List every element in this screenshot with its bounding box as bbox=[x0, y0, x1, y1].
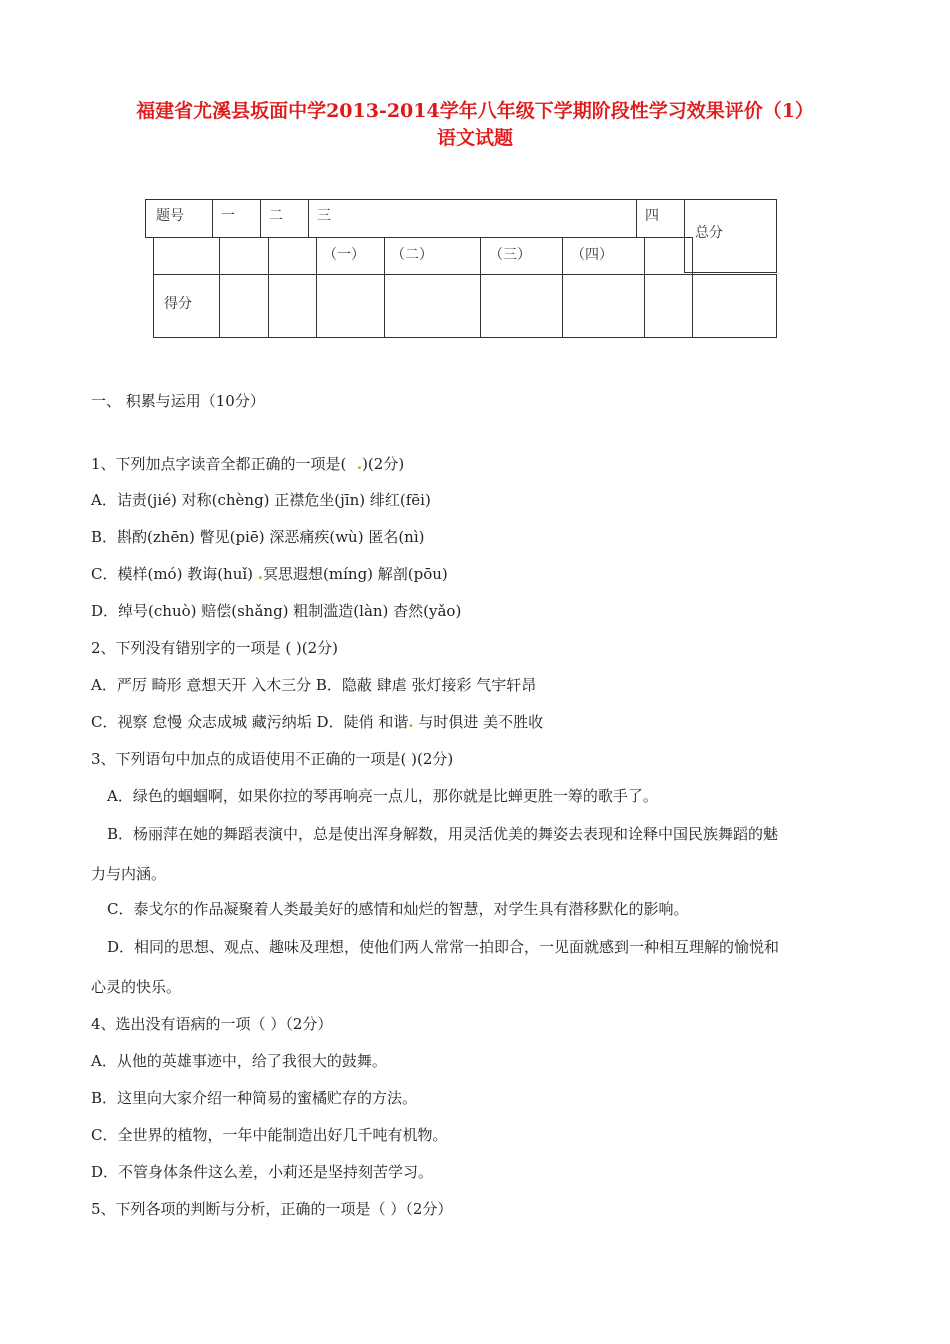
sub-header-3: （三） bbox=[489, 247, 531, 263]
exam-title: 福建省尤溪县坂面中学2013-2014学年八年级下学期阶段性学习效果评价（1） bbox=[136, 100, 814, 122]
q1-option-c bbox=[91, 564, 448, 584]
q1-c-a: C．模样(mó) 教诲(huǐ) bbox=[91, 565, 258, 583]
sub-cell-3b bbox=[384, 237, 481, 275]
sub-cell-4 bbox=[644, 237, 693, 275]
emphasis-dot: . bbox=[346, 455, 363, 473]
q2-cd-b: 与时俱进 美不胜收 bbox=[413, 713, 544, 731]
header-cell-4 bbox=[636, 199, 685, 238]
q2-cd-a: C．视察 怠慢 众志成城 藏污纳垢 D．陡俏 和谐 bbox=[91, 713, 409, 731]
exam-subtitle: 语文试题 bbox=[436, 127, 513, 149]
score-input-3b[interactable] bbox=[384, 274, 481, 338]
q4-option-a: A．从他的英雄事迹中，给了我很大的鼓舞。 bbox=[91, 1052, 387, 1070]
q4-option-c: C．全世界的植物，一年中能制造出好几千吨有机物。 bbox=[91, 1126, 448, 1144]
sub-cell-3c bbox=[480, 237, 563, 275]
q1-option-b: B．斟酌(zhēn) 瞥见(piē) 深恶痛疾(wù) 匿名(nì) bbox=[91, 528, 425, 546]
total-header: 总分 bbox=[695, 225, 723, 241]
q3-option-d-line1: D．相同的思想、观点、趣味及理想，使他们两人常常一拍即合，一见面就感到一种相互理解的愉悦和 bbox=[107, 938, 780, 956]
question-1-stem bbox=[91, 454, 404, 474]
score-label: 得分 bbox=[164, 296, 192, 312]
q1-c-b: 冥思遐想(míng) 解剖(pōu) bbox=[263, 565, 448, 583]
header-1: 一 bbox=[221, 208, 235, 224]
score-input-total[interactable] bbox=[692, 274, 777, 338]
q3-option-b-line2: 力与内涵。 bbox=[91, 865, 167, 883]
q2-options-ab: A．严厉 畸形 意想天开 入木三分 B．隐蔽 肆虐 张灯接彩 气宇轩昂 bbox=[91, 676, 537, 694]
q3-option-b-line1: B．杨丽萍在她的舞蹈表演中，总是使出浑身解数，用灵活优美的舞姿去表现和诠释中国民族舞蹈的魅 bbox=[107, 825, 779, 843]
header-label: 题号 bbox=[156, 208, 184, 224]
header-cell-3 bbox=[308, 199, 637, 238]
q1-option-a: A．诘责(jié) 对称(chèng) 正襟危坐(jīn) 绯红(fēi) bbox=[91, 491, 431, 509]
header-label-cell bbox=[145, 199, 213, 238]
header-cell-2 bbox=[260, 199, 309, 238]
q1-stem-b: )(2分) bbox=[362, 455, 405, 473]
sub-cell-1 bbox=[219, 237, 269, 275]
sub-cell-label bbox=[153, 237, 220, 275]
header-cell-1 bbox=[212, 199, 261, 238]
score-input-3c[interactable] bbox=[480, 274, 563, 338]
sub-header-4: （四） bbox=[571, 247, 613, 263]
sub-cell-3a bbox=[316, 237, 385, 275]
q3-option-d-line2: 心灵的快乐。 bbox=[91, 978, 182, 996]
score-label-cell bbox=[153, 274, 220, 338]
question-5-stem: 5、下列各项的判断与分析，正确的一项是（ ）（2分） bbox=[91, 1200, 453, 1218]
score-input-3d[interactable] bbox=[562, 274, 645, 338]
score-input-2[interactable] bbox=[268, 274, 317, 338]
emphasis-dot: . bbox=[257, 565, 264, 583]
section-heading: 一、 积累与运用（10分） bbox=[91, 392, 265, 410]
header-2: 二 bbox=[269, 208, 283, 224]
header-4: 四 bbox=[645, 208, 659, 224]
sub-header-2: （二） bbox=[391, 247, 433, 263]
sub-cell-2 bbox=[268, 237, 317, 275]
score-input-3a[interactable] bbox=[316, 274, 385, 338]
question-4-stem: 4、选出没有语病的一项（ ）（2分） bbox=[91, 1015, 333, 1033]
sub-cell-3d bbox=[562, 237, 645, 275]
question-3-stem: 3、下列语句中加点的成语使用不正确的一项是( )(2分) bbox=[91, 750, 454, 768]
question-2-stem: 2、下列没有错别字的一项是 ( )(2分) bbox=[91, 639, 339, 657]
q2-options-cd bbox=[91, 712, 543, 732]
q3-option-a: A．绿色的蝈蝈啊，如果你拉的琴再响亮一点儿，那你就是比蝉更胜一筹的歌手了。 bbox=[107, 787, 658, 805]
q1-stem-a: 1、下列加点字读音全都正确的一项是( bbox=[91, 455, 347, 473]
sub-header-1: （一） bbox=[323, 247, 365, 263]
q4-option-b: B．这里向大家介绍一种简易的蜜橘贮存的方法。 bbox=[91, 1089, 418, 1107]
total-header-cell bbox=[684, 199, 777, 273]
emphasis-dot: . bbox=[408, 713, 414, 731]
q1-option-d: D．绰号(chuò) 赔偿(shǎng) 粗制滥造(làn) 杳然(yǎo) bbox=[91, 602, 462, 620]
q3-option-c: C．泰戈尔的作品凝聚着人类最美好的感情和灿烂的智慧，对学生具有潜移默化的影响。 bbox=[107, 900, 689, 918]
header-3: 三 bbox=[317, 208, 331, 224]
q4-option-d: D．不管身体条件这么差，小莉还是坚持刻苦学习。 bbox=[91, 1163, 434, 1181]
score-input-1[interactable] bbox=[219, 274, 269, 338]
score-input-4[interactable] bbox=[644, 274, 693, 338]
